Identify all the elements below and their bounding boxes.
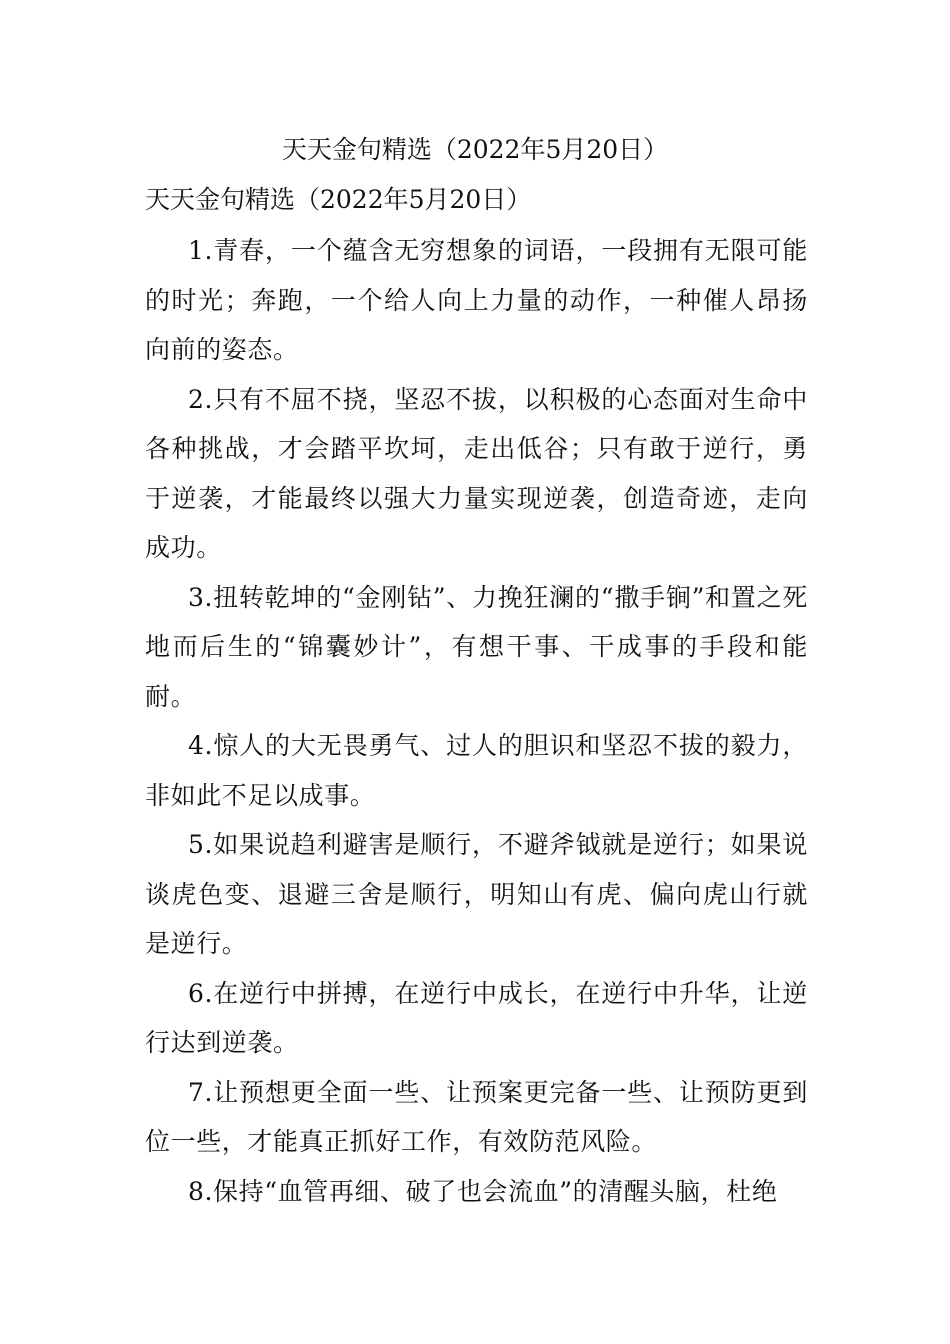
paragraph-2: 2.只有不屈不挠，坚忍不拔，以积极的心态面对生命中各种挑战，才会踏平坎坷，走出低谷；只有敢于逆行，勇于逆袭，才能最终以强大力量实现逆袭，创造奇迹，走向成功。 <box>145 384 808 562</box>
document-subtitle: 天天金句精选（2022年5月20日） <box>145 185 532 214</box>
paragraph-3: 3.扭转乾坤的“金刚钻”、力挽狂澜的“撒手锏”和置之死地而后生的“锦囊妙计”，有想干事、干成事的手段和能耐。 <box>145 582 808 711</box>
paragraph-6: 6.在逆行中拼搏，在逆行中成长，在逆行中升华，让逆行达到逆袭。 <box>145 978 808 1057</box>
paragraph-8: 8.保持“血管再细、破了也会流血”的清醒头脑，杜绝 <box>188 1176 778 1206</box>
document-title: 天天金句精选（2022年5月20日） <box>281 135 669 164</box>
document-body <box>145 226 808 1216</box>
paragraph-5: 5.如果说趋利避害是顺行，不避斧钺就是逆行；如果说谈虎色变、退避三舍是顺行，明知山有虎、偏向虎山行就是逆行。 <box>145 830 808 958</box>
paragraph-4: 4.惊人的大无畏勇气、过人的胆识和坚忍不拔的毅力，非如此不足以成事。 <box>145 731 808 810</box>
paragraph-1: 1.青春，一个蕴含无穷想象的词语，一段拥有无限可能的时光；奔跑，一个给人向上力量的动作，一种催人昂扬向前的姿态。 <box>145 236 808 364</box>
paragraph-7: 7.让预想更全面一些、让预案更完备一些、让预防更到位一些，才能真正抓好工作，有效防范风险。 <box>145 1077 808 1156</box>
